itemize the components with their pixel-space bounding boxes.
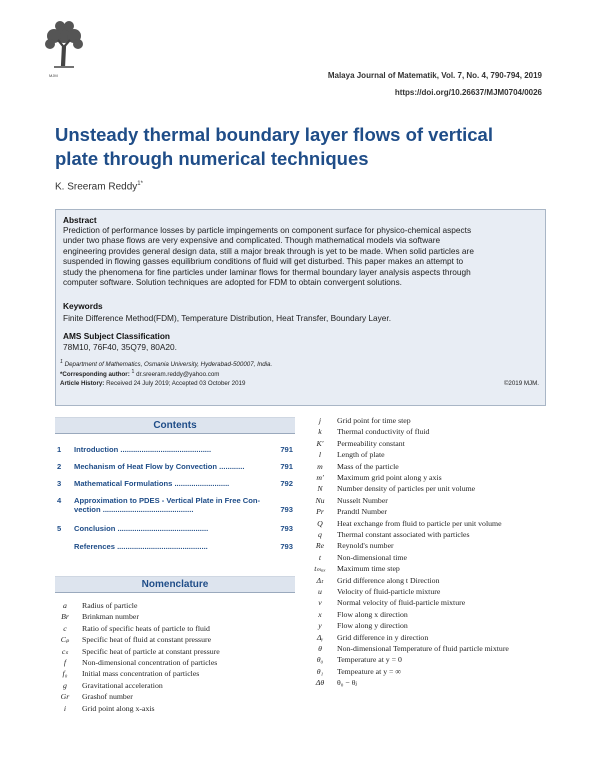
toc-title-cont: vection [74,505,101,514]
contents-heading: Contents [55,417,295,434]
toc-dots: .......................... [172,479,230,488]
nomenclature-description: Grid point for time step [337,416,411,425]
affiliation-sup: 1 [60,359,63,365]
toc-dots: ........................................... [114,542,208,551]
toc-title: Mathematical Formulations [74,479,173,488]
journal-citation: Malaya Journal of Matematik, Vol. 7, No. 4, 790-794, 2019 [327,71,542,80]
nomenclature-symbol: c [63,623,67,633]
nomenclature-row [310,496,570,507]
nomenclature-symbol: θ₀ [316,655,324,665]
nomenclature-row [310,655,570,666]
nomenclature-row [310,541,570,552]
toc-num: 4 [57,496,62,505]
nomenclature-symbol: Pr [316,507,324,517]
nomenclature-row [310,427,570,438]
abstract-line: suspended in flowing gasses equilibrium conditions of fluid will get disturbed. This paper makes an attempt to [63,256,464,267]
toc-page: 791 [280,445,293,454]
nomenclature-row [55,624,315,635]
nomenclature-row [310,462,570,473]
toc-entry [74,462,293,471]
nomenclature-symbol: f₀ [62,669,68,679]
abstract-line: study the phenomena for fine particles under laminar flows for thermal boundary layer analysis aspects through [63,266,471,277]
nomenclature-row [310,678,570,689]
nomenclature-row [310,633,570,644]
abstract-heading: Abstract [63,215,97,225]
nomenclature-description: Thermal constant associated with particles [337,530,470,539]
nomenclature-symbol: cₛ [61,646,69,656]
nomenclature-description: Number density of particles per unit volume [337,484,476,494]
nomenclature-symbol: Nu [315,495,325,505]
ams-heading: AMS Subject Classification [63,331,170,341]
nomenclature-description: Maximum grid point along y axis [337,473,442,482]
nomenclature-symbol: Q [317,518,323,528]
toc-page: 793 [280,505,293,514]
keywords: Finite Difference Method(FDM), Temperature Distribution, Heat Transfer, Boundary Layer. [63,313,392,323]
nomenclature-description: Thermal conductivity of fluid [337,427,430,437]
toc-dots: ........................................... [100,505,194,514]
nomenclature-symbol: t [318,552,322,562]
nomenclature-row [310,530,570,541]
history-text: Received 24 July 2019; Accepted 03 October 2019 [106,380,246,387]
nomenclature-symbol: θ₁ [316,666,324,676]
corresponding-sup: 1 [131,369,135,375]
nomenclature-description: Flow along y direction [337,621,408,631]
nomenclature-symbol: Cₚ [60,635,70,645]
nomenclature-description: Temperature at y = 0 [337,655,402,665]
nomenclature-description: Specific heat of fluid at constant pressure [82,635,212,645]
toc-title: References [74,542,115,551]
nomenclature-description: Initial mass concentration of particles [82,669,200,679]
nomenclature-row [310,416,570,427]
affiliation-text: Department of Mathematics, Osmania University, Hyderabad-500007, India. [64,361,273,369]
nomenclature-symbol: x [318,609,322,619]
nomenclature-symbol: K′ [316,438,324,448]
nomenclature-heading: Nomenclature [55,576,295,593]
nomenclature-row [310,621,570,632]
nomenclature-row [310,553,570,564]
nomenclature-row [310,450,570,461]
author-sup: 1* [137,181,143,187]
toc-dots: ............ [217,462,245,471]
nomenclature-description: Reynold's number [337,541,394,551]
nomenclature-symbol: q [318,530,322,539]
abstract-line: Prediction of performance losses by particle impingements on component surface for physico-chemical aspects [63,225,472,235]
logo-label: MJM [49,73,58,78]
nomenclature-description: Mass of the particle [337,461,399,471]
nomenclature-symbol: Gr [60,692,70,702]
abstract-line: under two phase flows are very expensive and complicated. Though mathematical models via software [63,235,441,246]
title-line-1: Unsteady thermal boundary layer flows of vertical [55,124,493,145]
toc-entry [74,445,293,454]
toc-entry [74,524,293,533]
copyright: ©2019 MJM. [503,380,539,387]
toc-item-2[interactable] [57,462,293,472]
nomenclature-description: Non-dimensional concentration of particles [82,658,218,667]
nomenclature-row [55,647,315,658]
toc-title: Mechanism of Heat Flow by Convection [74,462,218,471]
nomenclature-row [310,644,570,655]
nomenclature-row [310,507,570,518]
nomenclature-row [55,635,315,646]
nomenclature-description: Grashof number [82,692,133,702]
nomenclature-symbol: Re [315,541,325,551]
toc-item-references[interactable] [57,542,293,552]
nomenclature-symbol: i [63,703,67,713]
nomenclature-row [55,601,315,612]
nomenclature-row [55,704,315,715]
nomenclature-symbol: f [63,658,67,667]
nomenclature-description: Grid difference along t Direction [337,575,440,585]
nomenclature-row [310,484,570,495]
toc-dots: ........................................... [115,524,209,533]
nomenclature-description: Nusselt Number [337,495,388,505]
nomenclature-symbol: a [63,601,67,610]
toc-entry [74,496,293,514]
toc-entry [74,479,293,488]
nomenclature-symbol: N [317,484,323,494]
nomenclature-symbol: m′ [316,473,324,482]
toc-num: 1 [57,445,62,454]
toc-num: 2 [57,462,62,471]
toc-num: 5 [57,524,62,533]
toc-item-3[interactable] [57,479,293,489]
nomenclature-symbol: tₘₐₓ [314,564,326,574]
nomenclature-description: θ₀ − θⱼ [337,678,357,688]
abstract-line: engineering provides general design data, still a major break through is yet to be made. When solid particles are [63,245,474,256]
nomenclature-row [310,667,570,678]
nomenclature-row [55,658,315,669]
paper-title [55,123,555,171]
author [55,181,143,192]
nomenclature-row [310,587,570,598]
nomenclature-description: Flow along x direction [337,609,408,619]
toc-page: 793 [280,542,293,551]
nomenclature-symbol: θ [318,644,322,653]
nomenclature-description: Prandtl Number [337,507,388,517]
nomenclature-symbol: y [318,621,322,631]
toc-dots: ........................................... [118,445,212,454]
ams-codes: 78M10, 76F40, 35Q79, 80A20. [63,342,177,352]
nomenclature-symbol: g [63,680,67,690]
doi-link[interactable]: https://doi.org/10.26637/MJM0704/0026 [394,88,542,97]
nomenclature-row [310,439,570,450]
history-label: Article History: [60,380,105,387]
toc-entry [74,542,293,551]
nomenclature-row [310,473,570,484]
nomenclature-description: Non-dimensional time [337,552,407,562]
toc-num: 3 [57,479,62,488]
nomenclature-row [310,564,570,575]
nomenclature-row [310,610,570,621]
toc-title: Introduction [74,445,119,454]
abstract-line: computer software. Solution techniques are adopted for FDM to obtain convergent solutions. [63,277,402,288]
nomenclature-symbol: Δᵧ [316,632,324,642]
nomenclature-symbol: u [318,587,322,596]
nomenclature-description: Normal velocity of fluid-particle mixture [337,598,466,608]
nomenclature-symbol: v [318,598,322,608]
affiliation [60,359,272,368]
nomenclature-description: Grid difference in y direction [337,632,429,642]
nomenclature-symbol: Δθ [315,678,325,688]
corresponding-author [60,369,219,378]
keywords-heading: Keywords [63,301,103,311]
nomenclature-description: Radius of particle [82,601,138,610]
nomenclature-row [55,692,315,703]
nomenclature-description: Grid point along x-axis [82,703,155,713]
nomenclature-description: Specific heat of particle at constant pressure [82,646,220,656]
nomenclature-description: Velocity of fluid-particle mixture [337,587,441,596]
corresponding-email[interactable]: dr.sreeram.reddy@yahoo.com [136,371,220,379]
article-history [60,380,245,387]
nomenclature-symbol: k [318,427,322,437]
toc-item-1[interactable] [57,445,293,455]
nomenclature-description: Maximum time step [337,564,400,574]
nomenclature-row [55,612,315,623]
toc-item-5[interactable] [57,524,293,534]
abstract-text [63,225,543,287]
journal-logo-tree [40,20,88,70]
nomenclature-row [310,598,570,609]
toc-item-4[interactable] [57,496,293,518]
nomenclature-description: Non-dimensional Temperature of fluid particle mixture [337,644,509,653]
nomenclature-description: Tempeature at y = ∞ [337,666,401,676]
toc-title: Approximation to PDES - Vertical Plate in Free Con- [74,496,261,505]
nomenclature-row [310,576,570,587]
nomenclature-symbol: Δₜ [316,575,324,585]
nomenclature-row [310,519,570,530]
nomenclature-description: Length of plate [337,450,385,460]
nomenclature-description: Ratio of specific heats of particle to fluid [82,623,210,633]
title-line-2: plate through numerical techniques [55,148,369,169]
abstract-box [55,209,546,406]
nomenclature-row [55,681,315,692]
toc-page: 791 [280,462,293,471]
nomenclature-row [55,669,315,680]
corresponding-label: *Corresponding author: [60,371,130,379]
nomenclature-description: Brinkman number [82,612,139,622]
nomenclature-symbol: m [317,461,323,471]
author-name: K. Sreeram Reddy [55,181,138,193]
nomenclature-description: Heat exchange from fluid to particle per unit volume [337,518,502,528]
nomenclature-symbol: l [318,450,322,460]
toc-title: Conclusion [74,524,116,533]
nomenclature-symbol: j [318,416,322,425]
toc-page: 793 [280,524,293,533]
nomenclature-symbol: Br [61,612,69,622]
nomenclature-description: Gravitational acceleration [82,680,163,690]
nomenclature-description: Permeability constant [337,438,405,448]
toc-page: 792 [280,479,293,488]
